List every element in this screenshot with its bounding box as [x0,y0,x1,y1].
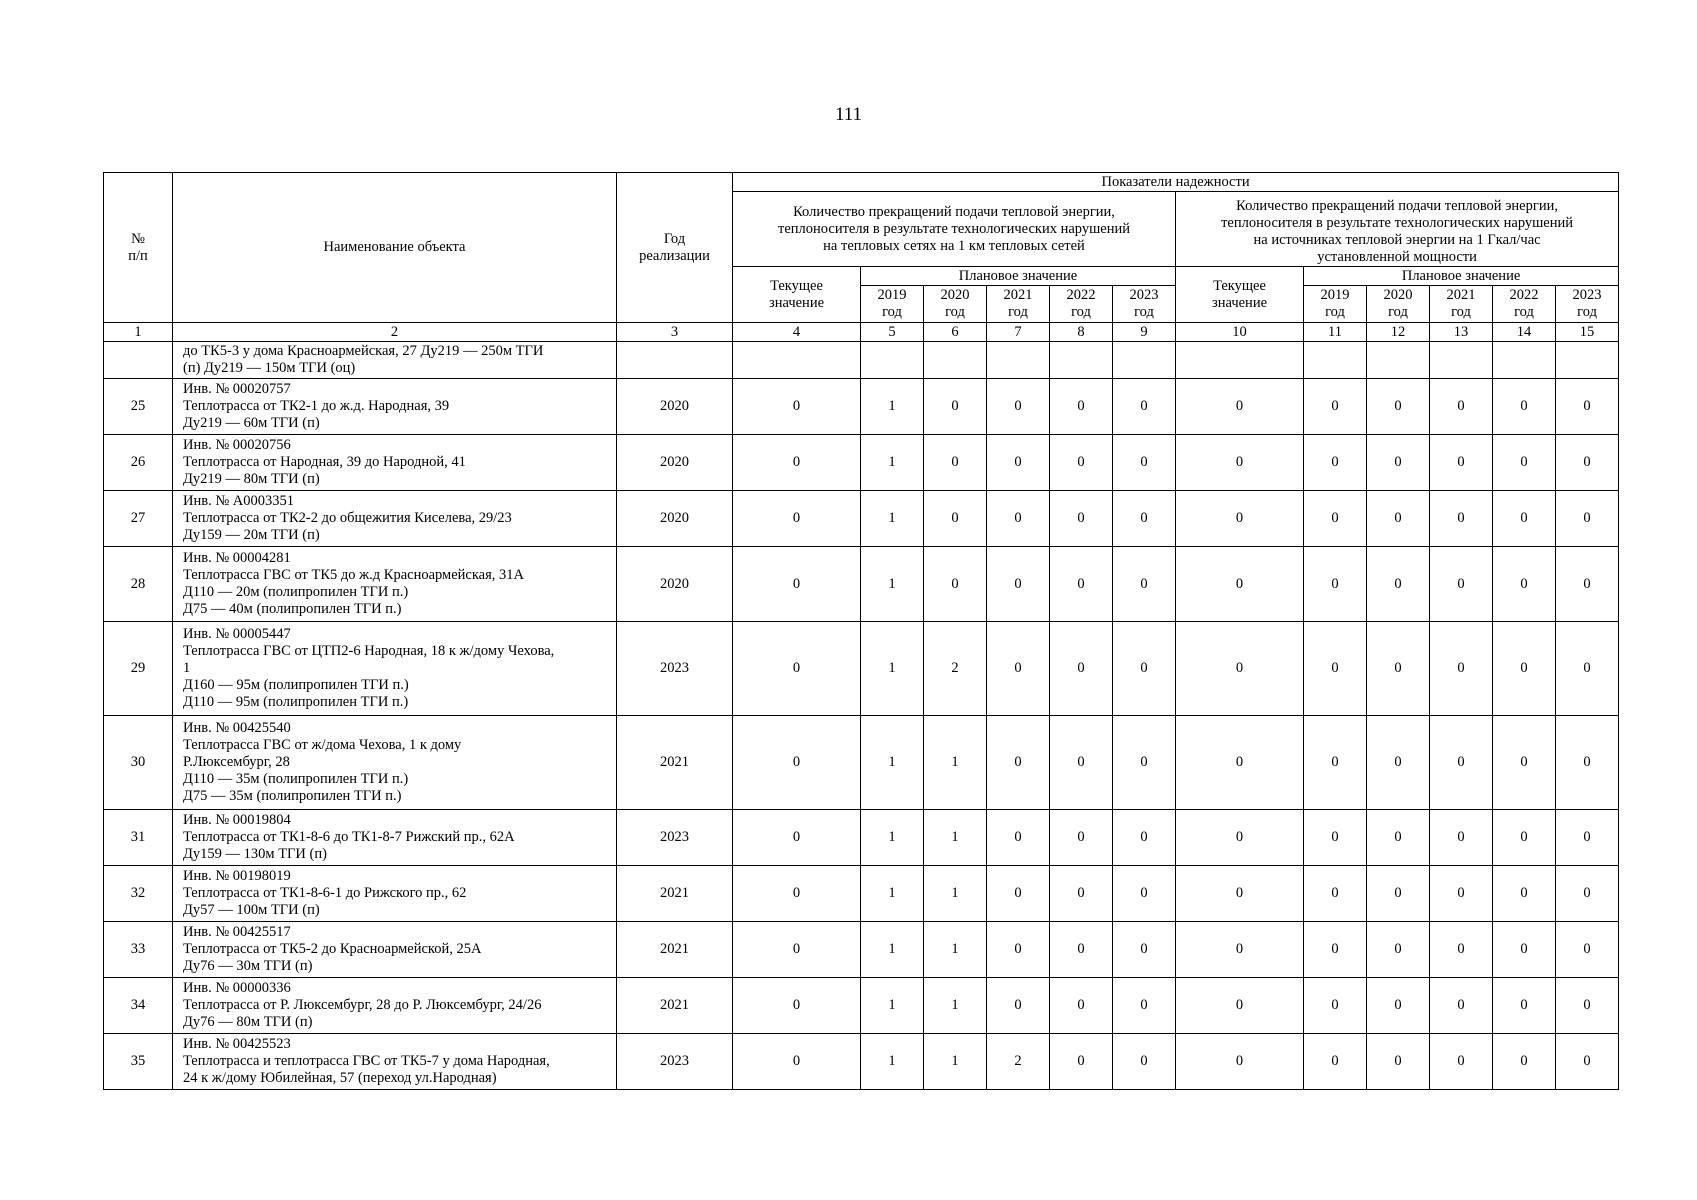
value-cell: 0 [1556,978,1619,1034]
object-name-cell: Инв. № 00198019 Теплотрасса от ТК1-8-6-1 до Рижского пр., 62 Ду57 — 100м ТГИ (п) [173,866,617,922]
table-row [104,491,1619,547]
value-cell: 0 [1113,379,1176,435]
object-name-cell: Инв. № 00020757 Теплотрасса от ТК2-1 до ж.д. Народная, 39 Ду219 — 60м ТГИ (п) [173,379,617,435]
value-cell: 0 [1556,866,1619,922]
header-group-sources: Количество прекращений подачи тепловой энергии, теплоносителя в результате технологических нарушений на источниках тепловой энергии на 1 Гкал/час установленной мощности [1176,192,1619,267]
value-cell: 0 [1050,716,1113,810]
value-cell [733,342,861,379]
value-cell: 0 [987,716,1050,810]
row-number-cell: 25 [104,379,173,435]
header-reliability: Показатели надежности [733,173,1619,192]
value-cell: 0 [1050,922,1113,978]
table-row [104,810,1619,866]
value-cell: 0 [1050,866,1113,922]
value-cell: 0 [1367,547,1430,622]
table-row [104,866,1619,922]
table-row [104,1034,1619,1090]
value-cell: 0 [1556,491,1619,547]
value-cell: 0 [1556,622,1619,716]
value-cell: 1 [924,716,987,810]
row-number-cell: 32 [104,866,173,922]
value-cell: 0 [1113,978,1176,1034]
value-cell: 0 [1430,978,1493,1034]
value-cell: 0 [1176,622,1304,716]
value-cell: 0 [1304,978,1367,1034]
value-cell: 0 [1430,547,1493,622]
value-cell [1493,342,1556,379]
value-cell: 0 [1050,547,1113,622]
value-cell: 0 [1367,922,1430,978]
header-row-1 [104,173,1619,192]
value-cell: 0 [733,547,861,622]
implementation-year-cell: 2023 [617,1034,733,1090]
page-number: 111 [834,104,863,125]
column-number: 6 [924,323,987,342]
value-cell: 0 [1050,622,1113,716]
column-number: 2 [173,323,617,342]
value-cell: 0 [1304,622,1367,716]
value-cell: 0 [1304,810,1367,866]
column-number: 1 [104,323,173,342]
value-cell: 0 [987,922,1050,978]
header-year-col: 2020 год [1367,286,1430,323]
value-cell: 0 [1493,435,1556,491]
object-name-cell: Инв. № 00425540 Теплотрасса ГВС от ж/дома Чехова, 1 к дому Р.Люксембург, 28 Д110 — 35м (полипропилен ТГИ п.) Д75 — 35м (полипропилен ТГИ п.) [173,716,617,810]
value-cell: 2 [924,622,987,716]
value-cell: 0 [1430,435,1493,491]
value-cell: 1 [861,810,924,866]
value-cell: 0 [1113,1034,1176,1090]
value-cell [1304,342,1367,379]
value-cell: 0 [1304,435,1367,491]
implementation-year-cell: 2023 [617,810,733,866]
value-cell: 0 [987,978,1050,1034]
value-cell: 1 [924,1034,987,1090]
value-cell: 0 [1493,866,1556,922]
table-row [104,435,1619,491]
value-cell: 0 [1304,379,1367,435]
row-number-cell: 27 [104,491,173,547]
value-cell: 0 [1304,922,1367,978]
table-row [104,716,1619,810]
header-current-2: Текущее значение [1176,267,1304,323]
value-cell: 0 [1050,1034,1113,1090]
header-planned-2: Плановое значение [1304,267,1619,286]
value-cell: 1 [861,491,924,547]
object-name-cell: до ТК5-3 у дома Красноармейская, 27 Ду219 — 250м ТГИ (п) Ду219 — 150м ТГИ (оц) [173,342,617,379]
value-cell: 0 [1113,716,1176,810]
row-number-cell: 33 [104,922,173,978]
object-name-cell: Инв. № 00005447 Теплотрасса ГВС от ЦТП2-6 Народная, 18 к ж/дому Чехова, 1 Д160 — 95м (полипропилен ТГИ п.) Д110 — 95м (полипропилен ТГИ п.) [173,622,617,716]
header-year-col: 2019 год [1304,286,1367,323]
column-number: 4 [733,323,861,342]
value-cell: 0 [733,491,861,547]
value-cell: 0 [733,435,861,491]
column-number: 14 [1493,323,1556,342]
value-cell: 0 [1113,922,1176,978]
header-year-col: 2023 год [1556,286,1619,323]
header-year: Год реализации [617,173,733,323]
header-year-col: 2019 год [861,286,924,323]
row-number-cell: 28 [104,547,173,622]
column-number: 7 [987,323,1050,342]
implementation-year-cell: 2021 [617,922,733,978]
value-cell: 0 [1430,622,1493,716]
value-cell: 0 [1430,810,1493,866]
object-name-cell: Инв. № 00425523 Теплотрасса и теплотрасса ГВС от ТК5-7 у дома Народная, 24 к ж/дому Юбилейная, 57 (переход ул.Народная) [173,1034,617,1090]
value-cell: 0 [1493,922,1556,978]
implementation-year-cell: 2021 [617,716,733,810]
value-cell: 0 [1113,547,1176,622]
value-cell: 0 [987,547,1050,622]
value-cell: 0 [1430,866,1493,922]
value-cell [1430,342,1493,379]
implementation-year-cell [617,342,733,379]
header-current-1: Текущее значение [733,267,861,323]
value-cell [1176,342,1304,379]
value-cell: 0 [924,435,987,491]
value-cell: 0 [924,379,987,435]
reliability-table [103,172,1619,1090]
value-cell: 0 [1367,622,1430,716]
value-cell: 1 [861,716,924,810]
header-year-col: 2022 год [1493,286,1556,323]
value-cell: 0 [1304,866,1367,922]
value-cell [987,342,1050,379]
header-year-col: 2021 год [987,286,1050,323]
table-row [104,978,1619,1034]
value-cell: 0 [1113,622,1176,716]
column-number: 15 [1556,323,1619,342]
value-cell: 0 [1556,435,1619,491]
value-cell: 0 [987,379,1050,435]
header-year-col: 2021 год [1430,286,1493,323]
value-cell: 0 [1304,716,1367,810]
value-cell: 0 [1556,716,1619,810]
value-cell: 0 [733,978,861,1034]
column-number: 12 [1367,323,1430,342]
value-cell: 0 [1176,1034,1304,1090]
value-cell: 0 [1430,922,1493,978]
value-cell [924,342,987,379]
table-row [104,622,1619,716]
value-cell: 0 [733,622,861,716]
value-cell: 0 [1493,716,1556,810]
value-cell: 0 [1367,379,1430,435]
value-cell: 0 [1430,379,1493,435]
row-number-cell: 31 [104,810,173,866]
value-cell: 1 [861,435,924,491]
value-cell [861,342,924,379]
value-cell: 0 [1556,1034,1619,1090]
implementation-year-cell: 2023 [617,622,733,716]
value-cell: 0 [1367,866,1430,922]
implementation-year-cell: 2020 [617,491,733,547]
value-cell: 1 [924,866,987,922]
value-cell: 1 [861,622,924,716]
value-cell: 1 [924,978,987,1034]
table-body [104,342,1619,1090]
column-number: 9 [1113,323,1176,342]
value-cell: 0 [1367,978,1430,1034]
value-cell: 0 [1493,1034,1556,1090]
row-number-cell: 30 [104,716,173,810]
object-name-cell: Инв. № 00000336 Теплотрасса от Р. Люксембург, 28 до Р. Люксембург, 24/26 Ду76 — 80м ТГИ (п) [173,978,617,1034]
table-row [104,342,1619,379]
value-cell: 0 [924,547,987,622]
column-number: 13 [1430,323,1493,342]
value-cell: 1 [861,379,924,435]
implementation-year-cell: 2020 [617,547,733,622]
value-cell: 0 [1113,435,1176,491]
value-cell: 0 [1304,547,1367,622]
value-cell: 0 [1556,379,1619,435]
value-cell: 0 [733,810,861,866]
value-cell: 0 [733,1034,861,1090]
value-cell: 0 [1176,435,1304,491]
value-cell: 0 [987,622,1050,716]
value-cell: 0 [1493,491,1556,547]
value-cell: 0 [1367,491,1430,547]
value-cell: 0 [1050,379,1113,435]
value-cell: 0 [733,716,861,810]
value-cell: 0 [987,435,1050,491]
value-cell [1113,342,1176,379]
value-cell: 0 [987,810,1050,866]
value-cell: 0 [1050,978,1113,1034]
column-number: 3 [617,323,733,342]
value-cell: 0 [1176,810,1304,866]
value-cell: 0 [987,491,1050,547]
value-cell: 0 [1367,435,1430,491]
object-name-cell: Инв. № 00425517 Теплотрасса от ТК5-2 до Красноармейской, 25А Ду76 — 30м ТГИ (п) [173,922,617,978]
value-cell: 2 [987,1034,1050,1090]
value-cell: 0 [1176,379,1304,435]
value-cell: 0 [733,866,861,922]
value-cell: 0 [1113,810,1176,866]
value-cell: 1 [861,922,924,978]
value-cell: 0 [1176,866,1304,922]
value-cell: 0 [1176,922,1304,978]
value-cell: 0 [924,491,987,547]
row-number-cell [104,342,173,379]
value-cell: 0 [733,379,861,435]
row-number-cell: 29 [104,622,173,716]
implementation-year-cell: 2021 [617,866,733,922]
value-cell: 0 [1176,491,1304,547]
value-cell: 0 [1113,491,1176,547]
value-cell: 0 [1050,435,1113,491]
value-cell: 0 [1430,1034,1493,1090]
object-name-cell: Инв. № 00019804 Теплотрасса от ТК1-8-6 до ТК1-8-7 Рижский пр., 62А Ду159 — 130м ТГИ (п) [173,810,617,866]
value-cell: 0 [1050,810,1113,866]
value-cell: 1 [861,978,924,1034]
header-year-col: 2023 год [1113,286,1176,323]
table-row [104,379,1619,435]
value-cell: 0 [1050,491,1113,547]
value-cell: 0 [1493,379,1556,435]
value-cell: 0 [987,866,1050,922]
object-name-cell: Инв. № А0003351 Теплотрасса от ТК2-2 до общежития Киселева, 29/23 Ду159 — 20м ТГИ (п) [173,491,617,547]
column-number: 10 [1176,323,1304,342]
value-cell: 0 [1556,547,1619,622]
value-cell: 0 [1367,810,1430,866]
row-number-cell: 26 [104,435,173,491]
object-name-cell: Инв. № 00020756 Теплотрасса от Народная, 39 до Народной, 41 Ду219 — 80м ТГИ (п) [173,435,617,491]
header-column-numbers [104,323,1619,342]
value-cell: 0 [1367,716,1430,810]
value-cell: 0 [1493,978,1556,1034]
object-name-cell: Инв. № 00004281 Теплотрасса ГВС от ТК5 до ж.д Красноармейская, 31А Д110 — 20м (полипропилен ТГИ п.) Д75 — 40м (полипропилен ТГИ п.) [173,547,617,622]
value-cell [1367,342,1430,379]
value-cell: 0 [733,922,861,978]
implementation-year-cell: 2020 [617,435,733,491]
value-cell: 1 [861,1034,924,1090]
header-num: № п/п [104,173,173,323]
value-cell: 1 [861,547,924,622]
value-cell: 1 [924,810,987,866]
column-number: 11 [1304,323,1367,342]
row-number-cell: 34 [104,978,173,1034]
implementation-year-cell: 2021 [617,978,733,1034]
header-name: Наименование объекта [173,173,617,323]
table-row [104,547,1619,622]
implementation-year-cell: 2020 [617,379,733,435]
header-year-col: 2022 год [1050,286,1113,323]
header-group-networks: Количество прекращений подачи тепловой энергии, теплоносителя в результате технологических нарушений на тепловых сетях на 1 км тепловых сетей [733,192,1176,267]
value-cell: 1 [861,866,924,922]
value-cell: 0 [1304,491,1367,547]
value-cell: 0 [1556,810,1619,866]
row-number-cell: 35 [104,1034,173,1090]
value-cell: 0 [1430,716,1493,810]
value-cell: 0 [1430,491,1493,547]
value-cell: 0 [1493,547,1556,622]
column-number: 5 [861,323,924,342]
value-cell: 0 [1113,866,1176,922]
header-year-col: 2020 год [924,286,987,323]
value-cell: 0 [1176,547,1304,622]
value-cell: 0 [1367,1034,1430,1090]
value-cell: 0 [1493,810,1556,866]
column-number: 8 [1050,323,1113,342]
value-cell [1050,342,1113,379]
value-cell: 1 [924,922,987,978]
value-cell: 0 [1176,978,1304,1034]
value-cell: 0 [1176,716,1304,810]
header-planned-1: Плановое значение [861,267,1176,286]
value-cell: 0 [1304,1034,1367,1090]
table-row [104,922,1619,978]
value-cell: 0 [1493,622,1556,716]
value-cell: 0 [1556,922,1619,978]
value-cell [1556,342,1619,379]
